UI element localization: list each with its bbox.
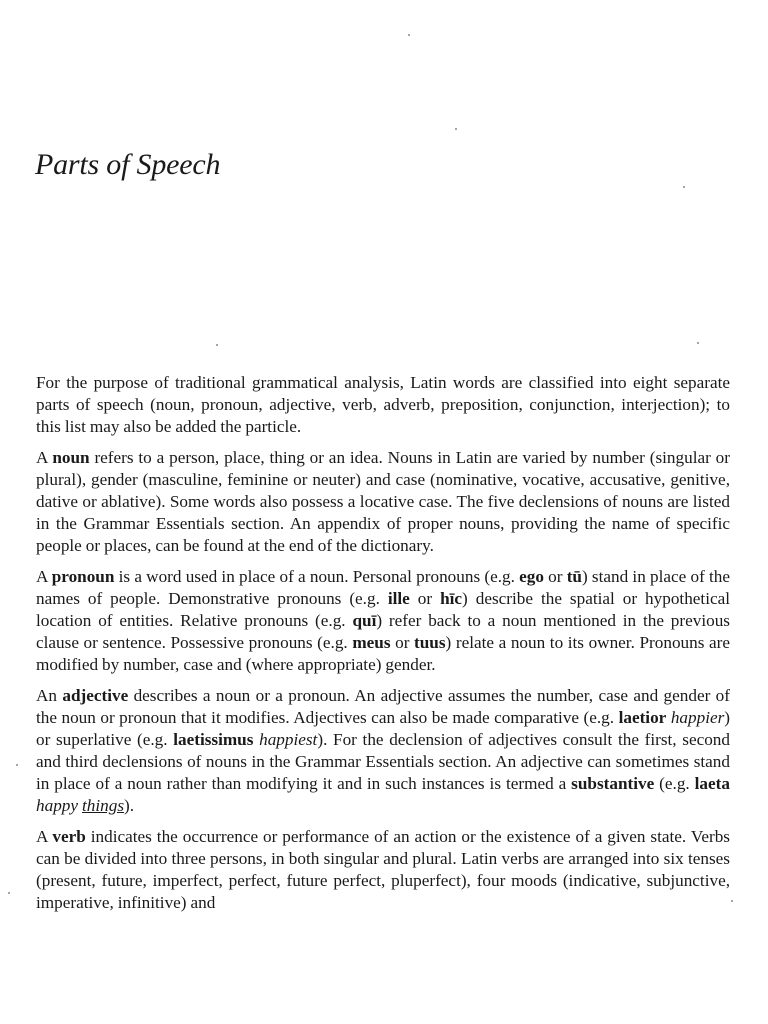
scan-speck [697,342,699,344]
text-run: A [36,567,52,586]
term-bold: ego [519,567,544,586]
text-run: ) relate a noun to its owner. Pronouns are modified by number, case and (where appropriate) gender. [36,633,730,674]
term-bold: hīc [440,589,463,608]
page-title: Parts of Speech [35,148,221,181]
text-run: ) or superlative (e.g. [36,708,731,749]
text-run: is a word used in place of a noun. Personal pronouns (e.g. [114,567,520,586]
text-run: ) describe the spatial or hypothetical location of entities. Relative pronouns (e.g. [36,589,731,630]
term-bold: noun [52,448,90,467]
term-bold: adjective [62,686,129,705]
term-bold: meus [352,633,391,652]
term-bold: quī [352,611,377,630]
scan-speck [731,900,733,902]
term-bold: pronoun [51,567,115,586]
text-run: refers to a person, place, thing or an idea. Nouns in Latin are varied by number (singular or plural), gender (masculine, feminine or neuter) and case (nominative, vocative, accusative, genitive, dative or ablative). Some words also possess a locative case. The five declensions of nouns are listed in the Grammar Essentials section. An appendix of proper nouns, providing the name of specific people or places, can be found at the end of the dictionary. [36,448,730,555]
paragraph-adjective [36,685,730,817]
text-run: or [543,567,567,586]
paragraph-noun [36,447,730,557]
term-bold: verb [52,827,86,846]
term-bold: laetior [618,708,667,727]
text-run: A [36,827,53,846]
term-bold: tuus [414,633,446,652]
term-bold: laeta [694,774,730,793]
text-run: describes a noun or a pronoun. An adjective assumes the number, case and gender of the noun or pronoun that it modifies. Adjectives can also be made comparative (e.g. [36,686,730,727]
text-run: or [409,589,441,608]
term-bold: substantive [571,774,655,793]
paragraph-pronoun [36,566,730,676]
text-run: ) stand in place of the names of people. Demonstrative pronouns (e.g. [36,567,731,608]
text-run: ). For the declension of adjectives consult the first, second and third declensions of nouns in the Grammar Essentials section. An adjective can sometimes stand in place of a noun rather than modifying it and in such instances is termed a [36,730,730,793]
text-run: or [390,633,415,652]
text-run: (e.g. [654,774,695,793]
paragraph-intro [36,372,730,438]
scan-speck [216,344,218,346]
text-run: For the purpose of traditional grammatical analysis, Latin words are classified into eight separate parts of speech (noun, pronoun, adjective, verb, adverb, preposition, conjunction, interjection); to this list may also be added the particle. [36,373,730,436]
text-run: ) refer back to a noun mentioned in the previous clause or sentence. Possessive pronouns (e.g. [36,611,730,652]
term-bold: ille [387,589,410,608]
gloss-italic: things [82,796,125,815]
gloss-italic: happy [36,796,83,815]
scan-speck [455,128,457,130]
body-text [36,372,730,923]
term-bold: laetissimus [173,730,254,749]
text-run: ). [124,796,135,815]
text-run: An [36,686,63,705]
term-bold: tū [566,567,582,586]
scan-speck [8,892,10,894]
scan-speck [16,764,18,766]
gloss-italic: happier [670,708,725,727]
text-run: A [36,448,53,467]
scan-speck [683,186,685,188]
gloss-italic: happiest [259,730,318,749]
paragraph-verb [36,826,730,914]
scan-speck [408,34,410,36]
text-run: indicates the occurrence or performance of an action or the existence of a given state. Verbs can be divided into three persons, in both singular and plural. Latin verbs are arranged into six tenses (present, future, imperfect, perfect, future perfect, pluperfect), four moods (indicative, subjunctive, imperative, infinitive) and [36,827,730,912]
